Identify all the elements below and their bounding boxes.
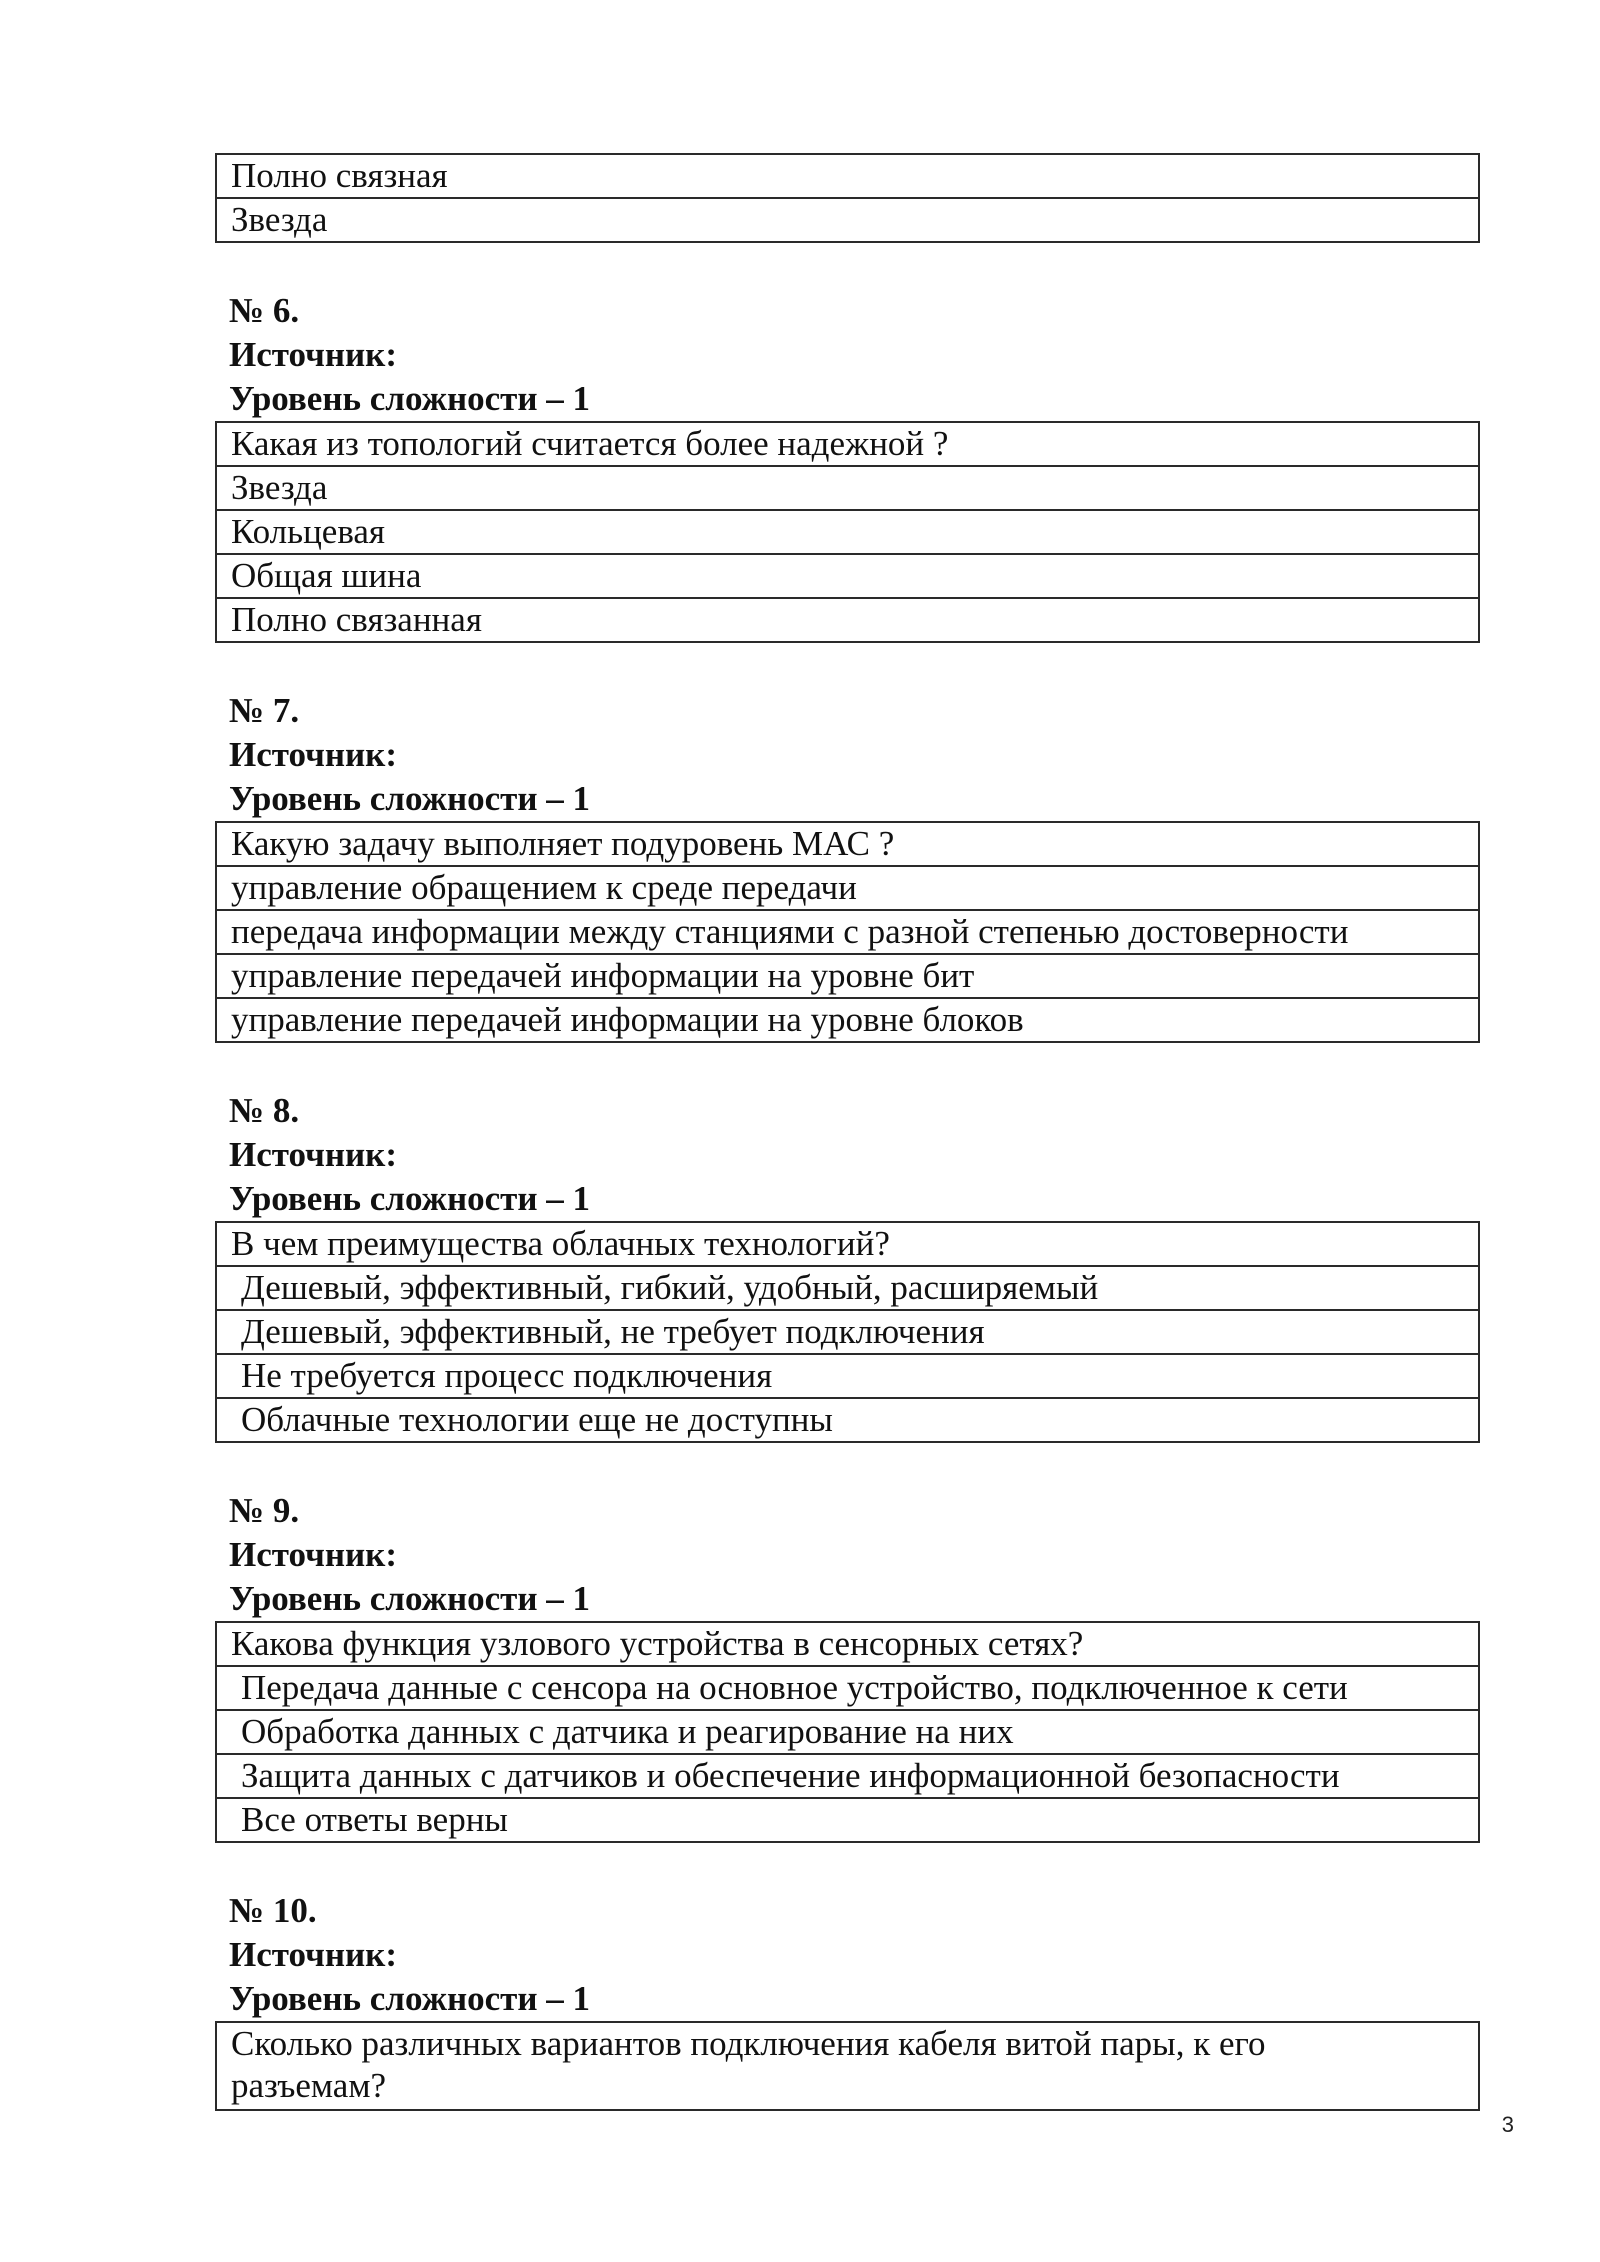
- question-number: № 6.: [229, 291, 300, 330]
- answer-cell: Дешевый, эффективный, не требует подключения: [216, 1310, 1479, 1354]
- table-row: [216, 1222, 1479, 1266]
- table-row: [216, 466, 1479, 510]
- question-text: В чем преимущества облачных технологий?: [216, 1222, 1479, 1266]
- table-row: [216, 1310, 1479, 1354]
- question-level: Уровень сложности – 1: [229, 379, 591, 418]
- table-row: [216, 910, 1479, 954]
- answer-cell: Дешевый, эффективный, гибкий, удобный, расширяемый: [216, 1266, 1479, 1310]
- question-level: Уровень сложности – 1: [229, 1979, 591, 2018]
- top-answer-block: [215, 153, 1480, 243]
- table-row: [216, 154, 1479, 198]
- answer-cell: Звезда: [216, 466, 1479, 510]
- question-number: № 7.: [229, 691, 300, 730]
- page-number: 3: [1501, 2112, 1514, 2137]
- table-row: [216, 998, 1479, 1042]
- answer-cell: Обработка данных с датчика и реагирование на них: [216, 1710, 1479, 1754]
- table-row: [216, 2022, 1479, 2110]
- question-source: Источник:: [229, 335, 397, 374]
- table-row: [216, 1666, 1479, 1710]
- answer-cell: передача информации между станциями с разной степенью достоверности: [216, 910, 1479, 954]
- table-row: [216, 1622, 1479, 1666]
- answer-cell: Полно связная: [216, 154, 1479, 198]
- answer-cell: Звезда: [216, 198, 1479, 242]
- question-level: Уровень сложности – 1: [229, 1179, 591, 1218]
- table-row: [216, 1354, 1479, 1398]
- table-row: [216, 422, 1479, 466]
- table-row: [216, 822, 1479, 866]
- answer-table: [215, 153, 1480, 243]
- question-6: [215, 289, 1480, 643]
- question-number: № 9.: [229, 1491, 300, 1530]
- table-row: [216, 198, 1479, 242]
- question-table: [215, 1621, 1480, 1843]
- question-source: Источник:: [229, 1935, 397, 1974]
- answer-cell: Общая шина: [216, 554, 1479, 598]
- question-text: Какая из топологий считается более надежной ?: [216, 422, 1479, 466]
- question-number: № 10.: [229, 1891, 317, 1930]
- question-source: Источник:: [229, 735, 397, 774]
- question-text: Какова функция узлового устройства в сенсорных сетях?: [216, 1622, 1479, 1666]
- question-table: [215, 821, 1480, 1043]
- question-source: Источник:: [229, 1135, 397, 1174]
- question-source: Источник:: [229, 1535, 397, 1574]
- question-number: № 8.: [229, 1091, 300, 1130]
- question-text: Какую задачу выполняет подуровень МАС ?: [216, 822, 1479, 866]
- question-table: [215, 421, 1480, 643]
- answer-cell: Все ответы верны: [216, 1798, 1479, 1842]
- answer-cell: Передача данные с сенсора на основное устройство, подключенное к сети: [216, 1666, 1479, 1710]
- question-level: Уровень сложности – 1: [229, 1579, 591, 1618]
- answer-cell: управление передачей информации на уровне блоков: [216, 998, 1479, 1042]
- answer-cell: Не требуется процесс подключения: [216, 1354, 1479, 1398]
- table-row: [216, 954, 1479, 998]
- table-row: [216, 1398, 1479, 1442]
- table-row: [216, 598, 1479, 642]
- question-10: [215, 1889, 1480, 2111]
- question-text: Сколько различных вариантов подключения кабеля витой пары, к его разъемам?: [216, 2022, 1479, 2110]
- question-table: [215, 2021, 1480, 2111]
- answer-cell: Кольцевая: [216, 510, 1479, 554]
- table-row: [216, 866, 1479, 910]
- answer-cell: Полно связанная: [216, 598, 1479, 642]
- question-8: [215, 1089, 1480, 1443]
- question-level: Уровень сложности – 1: [229, 779, 591, 818]
- table-row: [216, 510, 1479, 554]
- table-row: [216, 1754, 1479, 1798]
- table-row: [216, 1266, 1479, 1310]
- question-7: [215, 689, 1480, 1043]
- answer-cell: управление передачей информации на уровне бит: [216, 954, 1479, 998]
- answer-cell: Защита данных с датчиков и обеспечение информационной безопасности: [216, 1754, 1479, 1798]
- question-table: [215, 1221, 1480, 1443]
- table-row: [216, 554, 1479, 598]
- answer-cell: управление обращением к среде передачи: [216, 866, 1479, 910]
- table-row: [216, 1710, 1479, 1754]
- question-9: [215, 1489, 1480, 1843]
- answer-cell: Облачные технологии еще не доступны: [216, 1398, 1479, 1442]
- table-row: [216, 1798, 1479, 1842]
